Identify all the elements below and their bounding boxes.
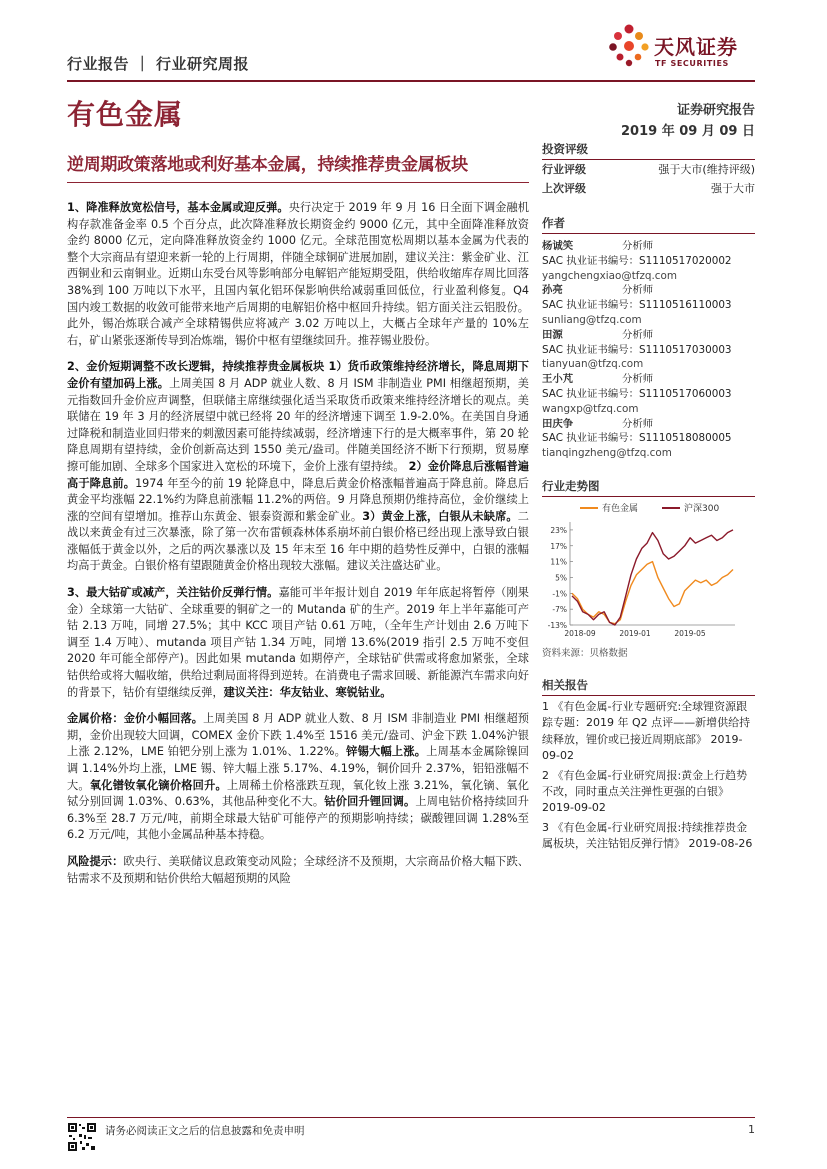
analyst-email[interactable]: sunliang@tfzq.com [542,313,642,326]
authors-panel [542,215,755,461]
paragraph-precious-metals [67,359,529,575]
report-headline: 逆周期政策落地或利好基本金属，持续推荐贵金属板块 [67,155,468,175]
headline-divider [67,182,529,183]
chart-source: 资料来源：贝格数据 [542,648,628,659]
analyst-role: 分析师 [622,240,654,252]
paragraph-metal-prices [67,711,529,844]
paragraph-text: 上周稀土价格涨跌互现，氧化钕上涨 3.21%，氧化镝、氧化铽分别回调 1.03%、0.63%，其他品种变化不大。 [67,778,529,809]
analyst-cert: SAC 执业证书编号：S1110517060003 [542,387,732,400]
related-heading: 相关报告 [542,677,755,696]
analyst-cert: SAC 执业证书编号：S1110518080005 [542,432,732,445]
sector-title: 有色金属 [67,98,184,131]
qr-code-icon [67,1122,97,1152]
footer-disclaimer: 请务必阅读正文之后的信息披露和免责申明 [105,1125,305,1137]
paragraph-risk [67,854,529,887]
logo-mark-icon [606,22,652,70]
paragraph-lead: 2）金价降息后涨幅普遍高于降息前。 [67,459,529,490]
rating-value: 强于大市 [711,182,755,195]
rating-row [542,179,755,198]
analyst-role: 分析师 [622,373,654,386]
series-line [572,530,733,625]
trend-chart-svg [542,498,755,643]
y-tick-label: 5% [555,573,567,583]
legend-label: 沪深300 [684,504,720,514]
paragraph-text: 上周美国 8 月 ADP 就业人数、8 月 ISM 非制造业 PMI 相继超预期，美元指数回升金价应声调整，但联储主席继续强化适当采取货币政策来维持经济增长的观点。美联储在 19 年 3 月的经济展望中就已经将 20 年的经济增速下调至 1.9-2.0%。在美国自身通过降税和制造业回归带来的刺激因素可能持续减弱，经济增速下行的是大概率事件，第 20 轮降息周期有望持续，金价创新高达到 1550 美元/盎司。伴随美国经济不断下行预期，贸易摩擦可能加剧、全球多个国家进入宽松的环境下，金价上涨有望持续。 [67,376,529,473]
paragraph-lead: 2、金价短期调整不改长逻辑，持续推荐贵金属板块 1）货币政策维持经济增长，降息周期下金价有望加码上涨。 [67,360,529,390]
paragraph-lead: 1、降准释放宽松信号，基本金属或迎反弹。 [67,201,289,214]
y-tick-label: -7% [552,605,567,615]
paragraph-lead: 建议关注：华友钴业、寒锐钴业。 [223,685,392,699]
paragraph-text: 嘉能可半年报计划自 2019 年年底起将暂停（刚果金）全球第一大钴矿、全球重要的铜矿之一的 Mutanda 矿的生产。2019 年上半年嘉能可产钴 2.13 万吨，同增 27.5%；其中 KCC 项目产钴 0.61 万吨，（全年生产计划由 2.6 万吨下调至 1.4 万吨）、mutanda 项目产钴 1.34 万吨，同增 13.6%(2019 指引 2.5 万吨不变但 2020 年可能全部停产)。因此如果 mutanda 如期停产，全球钴矿供需或将愈加紧张，全球钴供给或将大幅收缩，供给过剩局面将得到逆转。在消费电子需求回暖、新能源汽车需求向好的背景下，钴价有望继续反弹， [67,586,529,699]
paragraph-text: 1974 年至今的前 19 轮降息中，降息后黄金价格涨幅普遍高于降息前。降息后黄金平均涨幅 22.1%约为降息前涨幅 11.2%的两倍。9 月降息预期仍维持高位，金价继续上涨的空间有望增加。推荐山东黄金、银泰资源和紫金矿业。 [67,476,529,523]
y-tick-label: -13% [547,621,567,630]
analyst-name: 孙亮 [542,284,563,297]
analyst-email[interactable]: yangchengxiao@tfzq.com [542,269,677,282]
page-number: 1 [748,1123,755,1136]
series-line [572,562,733,624]
analyst-entry [542,328,755,372]
industry-trend-chart [542,498,755,643]
paragraph-lead: 3、最大钴矿或减产，关注钴价反弹行情。 [67,586,279,600]
analyst-email[interactable]: tianyuan@tfzq.com [542,358,644,371]
analyst-email[interactable]: wangxp@tfzq.com [542,402,639,415]
analyst-entry [542,239,755,283]
paragraph-text: 上周美国 8 月 ADP 就业人数、8 月 ISM 非制造业 PMI 相继超预期，金价出现较大回调，COMEX 金价下跌 1.4%至 1516 美元/盎司、沪金下跌 1.04%沪银上涨 2.12%，LME 铂钯分别上涨为 1.01%、1.22%。 [67,712,529,759]
x-tick-label: 2018-09 [564,629,596,638]
trend-heading: 行业走势图 [542,478,755,497]
rating-key: 上次评级 [542,182,586,195]
analyst-role: 分析师 [622,417,654,430]
main-body [67,200,529,897]
rating-panel [542,141,755,198]
document-type: 行业报告 ｜ 行业研究周报 [67,55,249,73]
paragraph-cobalt [67,585,529,701]
logo-subtitle: TF SECURITIES [655,59,729,68]
paragraph-text: 上周电钴价格持续回升 6.3%至 28.7 万元/吨，前期全球最大钴矿可能停产的预期影响持续；碳酸锂回调 1.28%至 6.2 万元/吨，其他小金属品种基本持稳。 [67,795,529,842]
report-date: 2019 年 09 月 09 日 [621,124,755,139]
related-report-item[interactable]: 2 《有色金属-行业研究周报:黄金上行趋势不改，同时重点关注弹性更强的白银》 2019-09-02 [542,768,748,815]
paragraph-lead: 金属价格：金价小幅回落。 [67,712,204,726]
related-reports-panel [542,677,755,853]
x-tick-label: 2019-05 [674,629,706,638]
analyst-role: 分析师 [622,284,654,297]
analyst-name: 杨诚笑 [542,240,574,252]
related-report-item[interactable]: 3 《有色金属-行业研究周报:持续推荐贵金属板块，关注钴铝反弹行情》 2019-08-26 [542,820,753,851]
footer-divider [67,1117,755,1118]
y-tick-label: 17% [550,541,567,551]
analyst-name: 王小芃 [542,373,574,386]
analyst-entry [542,283,755,327]
rating-value: 强于大市(维持评级) [658,163,755,176]
rating-key: 行业评级 [542,163,586,176]
analyst-entry [542,372,755,416]
y-tick-label: 11% [550,557,567,567]
paragraph-lead: 锌锡大幅上涨。 [346,745,427,759]
analyst-entry [542,417,755,461]
trend-panel [542,478,755,497]
paragraph-lead: 风险提示： [67,854,124,868]
paragraph-lead: 3）黄金上涨，白银从未缺席。 [362,509,518,523]
paragraph-text: 欧央行、美联储议息政策变动风险；全球经济不及预期，大宗商品价格大幅下跌、钴需求不及预期和钴价供给大幅超预期的风险 [67,854,529,885]
analyst-cert: SAC 执业证书编号：S1110516110003 [542,299,732,312]
analyst-cert: SAC 执业证书编号：S1110517020002 [542,254,732,267]
paragraph-lead: 钴价回升锂回调。 [324,795,416,809]
paragraph-text: 上周基本金属除镍回调 1.14%外均上涨，LME 锡、锌大幅上涨 5.17%、4.19%，铜价回升 2.37%，铝铅涨幅不大。 [67,745,529,792]
analyst-name: 田源 [542,328,563,341]
rating-row [542,160,755,179]
paragraph-lead: 氧化镨钕氧化镝价格回升。 [89,778,227,792]
paragraph-base-metals [67,200,529,349]
analyst-name: 田庆争 [542,417,574,430]
authors-heading: 作者 [542,215,755,234]
header-divider [67,80,755,82]
company-logo [606,22,756,74]
paragraph-text: 二战以来黄金有过三次暴涨，除了第一次布雷顿森林体系崩坏前白银价格已经出现上涨导致白银涨幅低于黄金以外，之后的两次暴涨以及 15 年末至 16 年中期的趋势性反弹中，白银的涨幅均高于黄金。白银价格有望跟随黄金价格出现较大涨幅。建议关注盛达矿业。 [67,509,529,573]
analyst-cert: SAC 执业证书编号：S1110517030003 [542,343,732,356]
related-report-item[interactable]: 1 《有色金属-行业专题研究:全球锂资源跟踪专题：2019 年 Q2 点评——新增供给持续释放，锂价或已接近周期底部》 2019-09-02 [542,700,751,763]
y-tick-label: 23% [550,525,567,535]
rating-heading: 投资评级 [542,141,755,160]
analyst-role: 分析师 [622,328,654,341]
y-tick-label: -1% [552,589,567,599]
x-tick-label: 2019-01 [619,629,651,638]
paragraph-text: 央行决定于 2019 年 9 月 16 日全面下调金融机构存款准备金率 0.5 个百分点，此次降准释放长期资金约 9000 亿元，其中全面降准释放资金约 8000 亿元，定向降准释放资金约 1000 亿元。全球范围宽松周期以基本金属为代表的整个大宗商品有望迎来新一轮的上行周期，伴随全球铜矿进展加剧，建议关注：紫金矿业、江西铜业和云南铜业。近期山东受台风等影响部分电解铝产能短期受阻，供给收缩库存周比回落 38%到 100 万吨以下水平，且国内氧化铝环保影响供给减弱重回低位，行业盈利修复。Q4 国内竣工数据的收敛可能带来地产后周期的电解铝价格中枢回升持续。铝方面关注云铝股份。此外，锡冶炼联合减产全球精锡供应将减产 3.02 万吨以上，大概占全球年产量的 10%左右，矿山紧张逐渐传导到冶炼端，锡价中枢有望继续回升。推荐锡业股份。 [67,201,529,347]
analyst-email[interactable]: tianqingzheng@tfzq.com [542,447,672,460]
report-kind: 证券研究报告 [676,103,755,118]
legend-label: 有色金属 [602,504,639,514]
logo-name: 天风证券 [654,35,738,59]
